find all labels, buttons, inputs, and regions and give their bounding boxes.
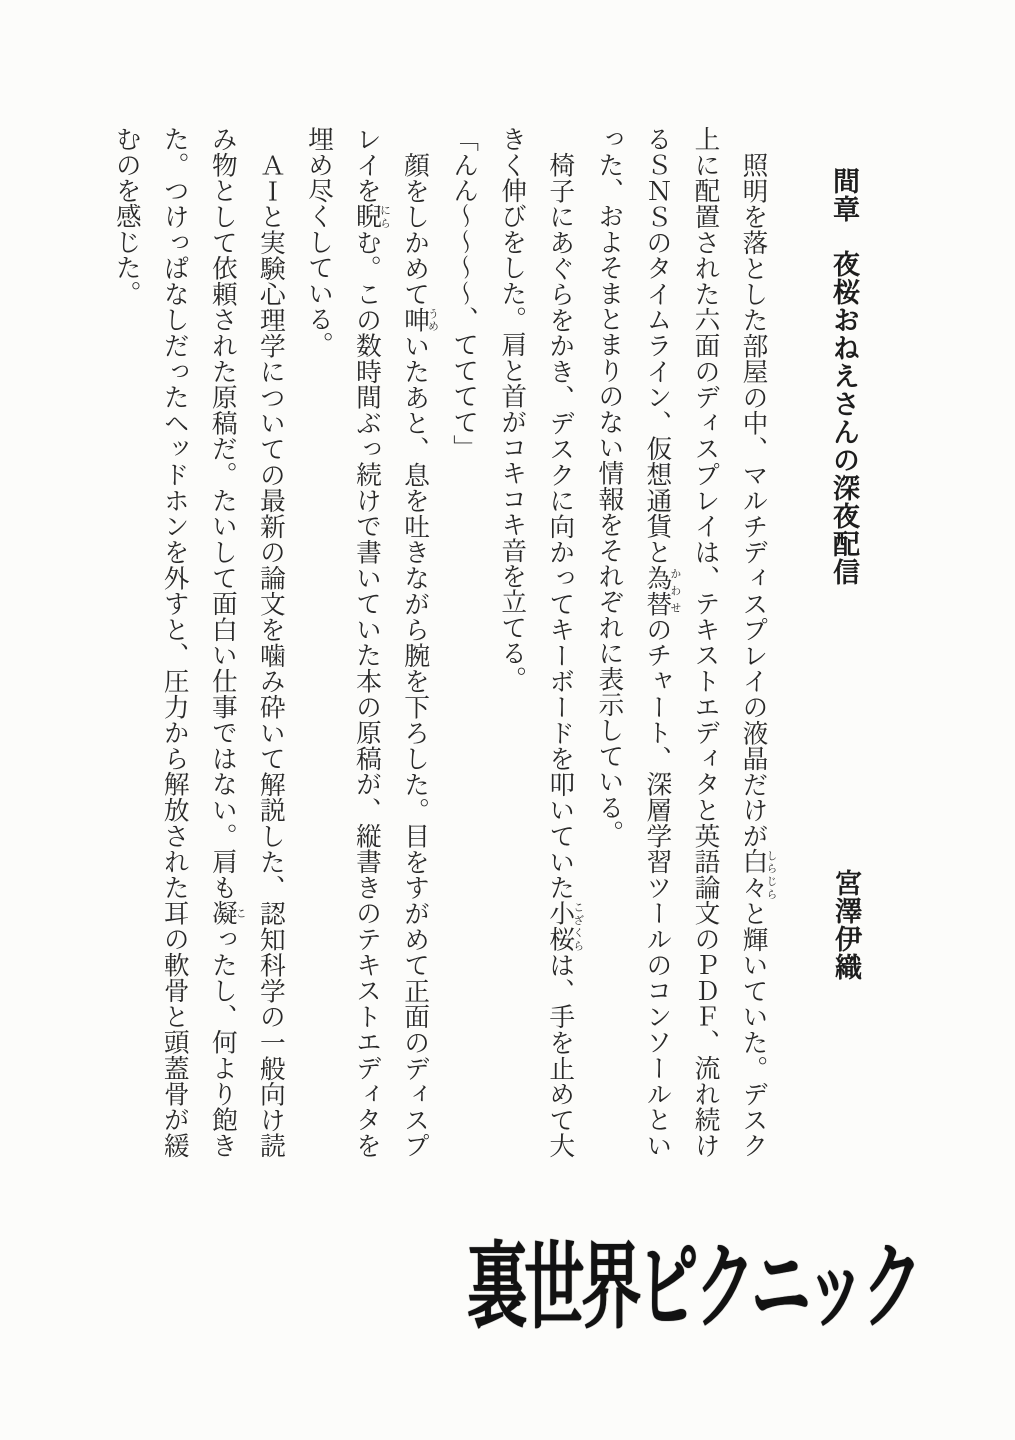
author-name: 宮澤伊織 <box>830 869 861 981</box>
ruby-annotated-word: 呻うめ <box>399 306 441 333</box>
paragraph: 顔をしかめて呻うめいたあと、息を吐きながら腕を下ろした。目をすがめて正面のディスプレイを睨にらむ。この数時間ぶっ続けで書いていた本の原稿が、縦書きのテキストエディタを埋め尽くしている。 <box>303 126 441 1159</box>
paragraph: 「んん〜〜〜〜、てててて」 <box>448 126 479 461</box>
series-logo: 裏世界ピクニック <box>466 1232 919 1342</box>
body-text <box>100 126 778 1158</box>
ruby-annotated-word: 小桜こざくら <box>544 900 586 952</box>
chapter-heading <box>824 167 863 867</box>
paragraph: ＡＩと実験心理学についての最新の論文を噛み砕いて解説した、認知科学の一般向け読み物として依頼された原稿だ。たいして面白い仕事ではない。肩も凝こったし、何より飽きた。つけっぱなしだったヘッドホンを外すと、圧力から解放された耳の軟骨と頭蓋骨が緩むのを感じた。 <box>111 126 286 1159</box>
chapter-label: 間章 <box>828 167 859 223</box>
paragraph: 照明を落とした部屋の中、マルチディスプレイの液晶だけが白々しらじらと輝いていた。デスク上に配置された六面のディスプレイは、テキストエディタと英語論文のＰＤＦ、流れ続けるＳＮＳのタイムライン、仮想通貨と為替かわせのチャート、深層学習ツールのコンソールといった、およそまとまりのない情報をそれぞれに表示している。 <box>593 126 779 1159</box>
ruby-annotated-word: 凝こ <box>207 900 248 926</box>
chapter-title: 夜桜おねえさんの深夜配信 <box>828 250 859 586</box>
ruby-annotated-word: 睨にら <box>351 203 392 230</box>
paragraph: 椅子にあぐらをかき、デスクに向かってキーボードを叩いていた小桜こざくらは、手を止めて大きく伸びをした。肩と首がコキコキ音を立てる。 <box>496 126 586 1158</box>
ruby-annotated-word: 為替かわせ <box>641 564 683 617</box>
ruby-annotated-word: 白々しらじら <box>738 848 779 901</box>
